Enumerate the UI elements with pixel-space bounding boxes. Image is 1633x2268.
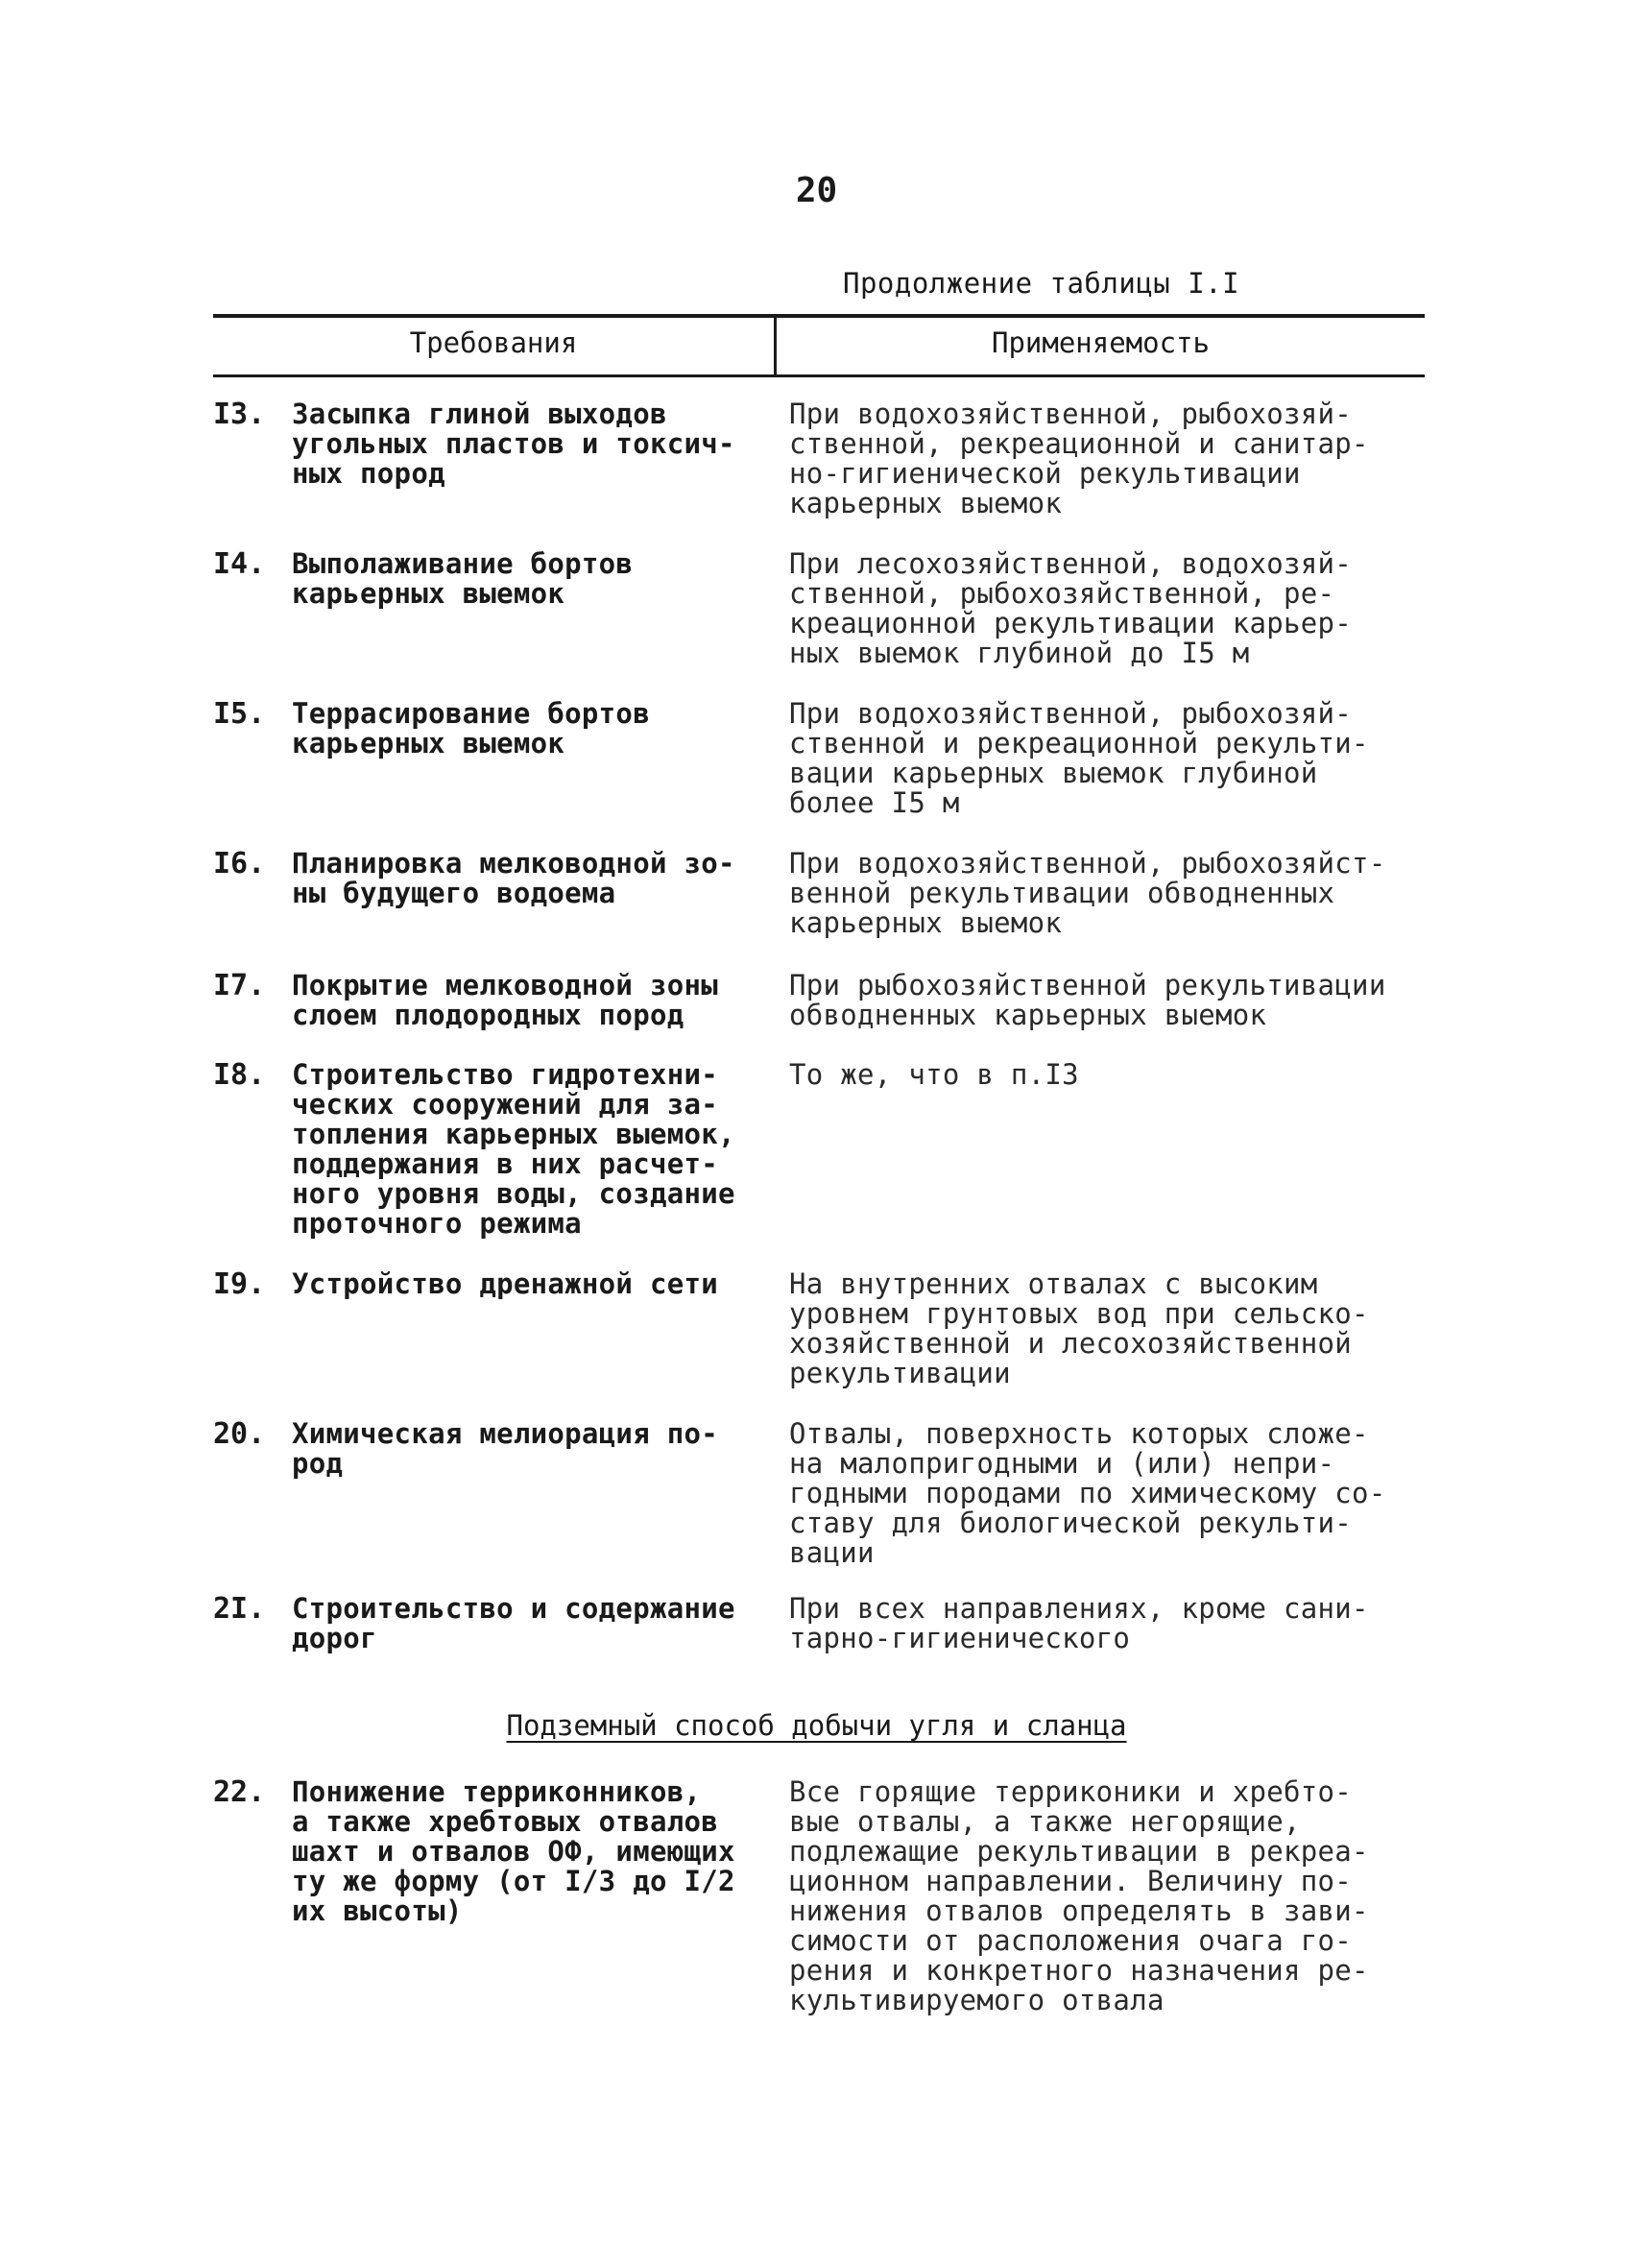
row-requirement: Понижение терриконников, а также хребтовых отвалов шахт и отвалов ОФ, имеющих ту же форму (от I/3 до I/2 их высоты): [292, 1775, 735, 1927]
row-applicability: То же, что в п.I3: [789, 1058, 1079, 1091]
row-applicability: При водохозяйственной, рыбохозяй- ственной и рекреационной рекульти- вации карьерных выемок глубиной более I5 м: [789, 697, 1369, 819]
row-requirement: Планировка мелководной зо- ны будущего водоема: [292, 847, 735, 909]
row-applicability: При лесохозяйственной, водохозяй- ственной, рыбохозяйственной, ре- креационной рекультивации карьер- ных выемок глубиной до I5 м: [789, 547, 1353, 669]
row-requirement: Устройство дренажной сети: [292, 1267, 718, 1300]
header-requirements: Требования: [409, 326, 578, 359]
row-requirement: Засыпка глиной выходов угольных пластов и токсич- ных пород: [292, 398, 735, 490]
row-number: I6.: [213, 847, 266, 881]
row-requirement: Выполаживание бортов карьерных выемок: [292, 547, 634, 610]
row-requirement: Террасирование бортов карьерных выемок: [292, 697, 650, 760]
table-header-rule: [213, 374, 1425, 377]
row-requirement: Строительство и содержание дорог: [292, 1592, 735, 1654]
row-number: I7.: [213, 969, 266, 1002]
row-number: I3.: [213, 398, 266, 431]
row-applicability: Отвалы, поверхность которых сложе- на малопригодными и (или) непри- годными породами по химическому со- ставу для биологической рекульти- вации: [789, 1417, 1386, 1569]
row-applicability: На внутренних отвалах с высоким уровнем грунтовых вод при сельско- хозяйственной и лесохозяйственной рекультивации: [789, 1267, 1369, 1389]
page-number: 20: [795, 171, 838, 210]
row-applicability: При водохозяйственной, рыбохозяй- ственной, рекреационной и санитар- но-гигиенической рекультивации карьерных выемок: [789, 398, 1369, 519]
row-applicability: При всех направлениях, кроме сани- тарно-гигиенического: [789, 1592, 1369, 1654]
row-number: 2I.: [213, 1592, 266, 1626]
table-top-rule: [213, 314, 1425, 318]
row-requirement: Химическая мелиорация по- род: [292, 1417, 718, 1480]
row-applicability: При водохозяйственной, рыбохозяйст- венной рекультивации обводненных карьерных выемок: [789, 847, 1386, 939]
section-title: Подземный способ добычи угля и сланца: [506, 1709, 1127, 1742]
row-applicability: При рыбохозяйственной рекультивации обводненных карьерных выемок: [789, 969, 1386, 1031]
row-requirement: Покрытие мелководной зоны слоем плодородных пород: [292, 969, 718, 1031]
row-number: 22.: [213, 1775, 266, 1809]
row-number: 20.: [213, 1417, 266, 1451]
header-applicability: Применяемость: [992, 326, 1210, 359]
row-number: I8.: [213, 1058, 266, 1092]
row-number: I4.: [213, 547, 266, 581]
table-caption: Продолжение таблицы I.I: [843, 267, 1240, 300]
row-number: I9.: [213, 1267, 266, 1301]
row-requirement: Строительство гидротехни- ческих сооружений для за- топления карьерных выемок, поддержания в них расчет- ного уровня воды, создание проточного режима: [292, 1058, 735, 1240]
row-number: I5.: [213, 697, 266, 731]
row-applicability: Все горящие терриконики и хребто- вые отвалы, а также негорящие, подлежащие рекультивации в рекреа- ционном направлении. Величину по- нижения отвалов определять в зави- симости от расположения очага го- рения и конкретного назначения ре- культивируемого отвала: [789, 1775, 1369, 2016]
